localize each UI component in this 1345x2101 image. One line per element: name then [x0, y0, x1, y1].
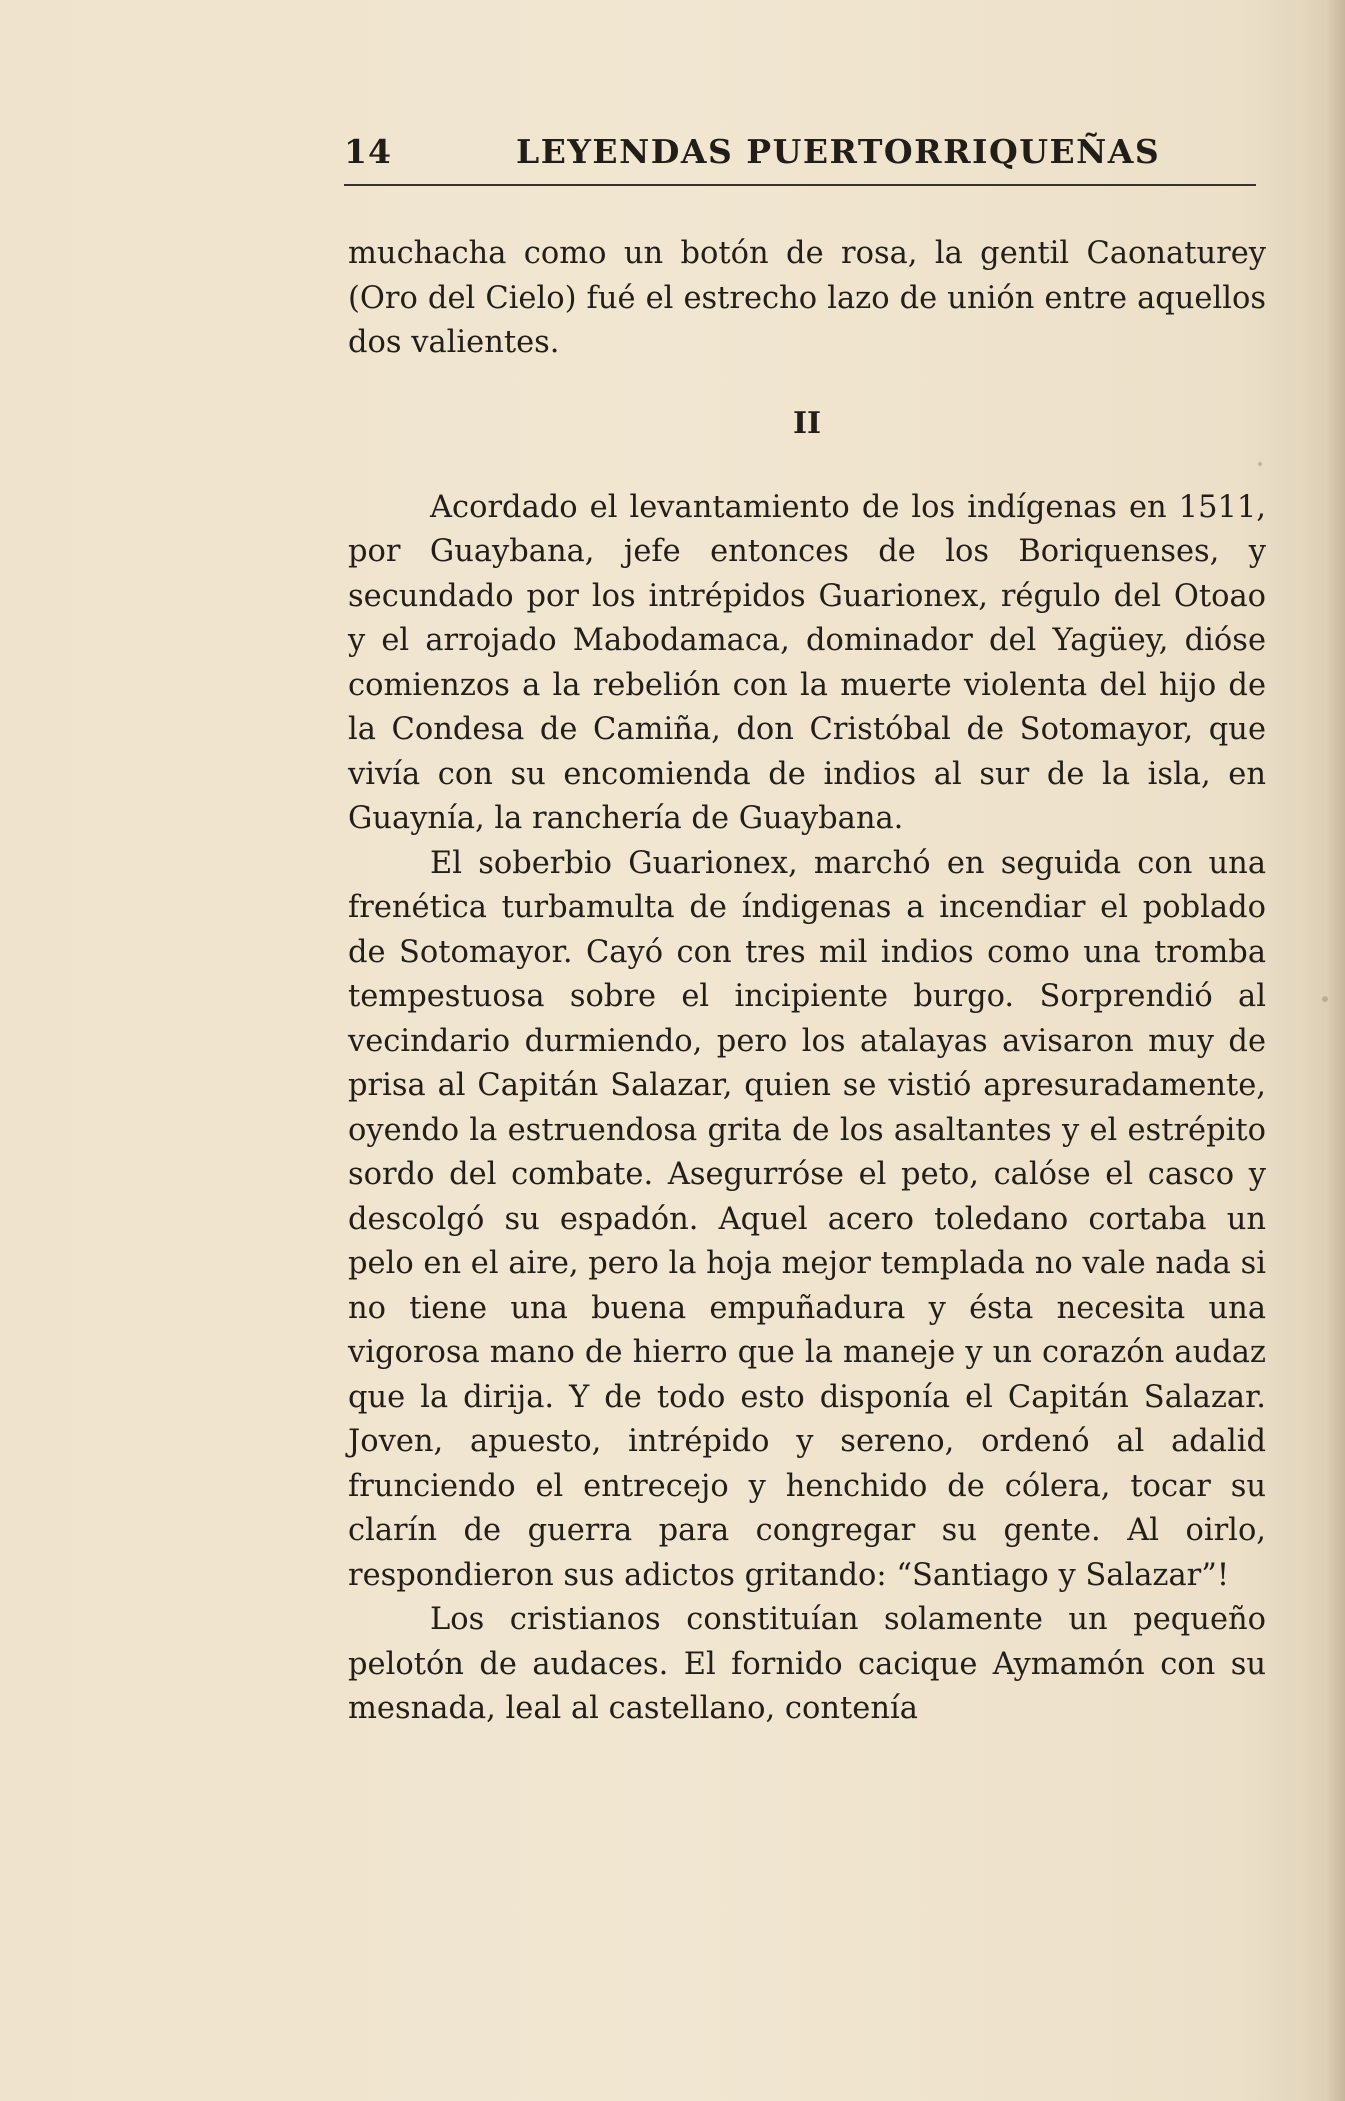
- page-header: [344, 128, 1264, 174]
- paragraph-2: Acordado el levantamiento de los indígenas en 1511, por Guaybana, jefe entonces de los Boriquenses, y secundado por los intrépidos Guarionex, régulo del Otoao y el arrojado Mabodamaca, dominador del Yagüey, dióse comienzos a la rebelión con la muerte violenta del hijo de la Condesa de Camiña, don Cristóbal de Sotomayor, que vivía con su encomienda de indios al sur de la isla, en Guaynía, la ranchería de Guaybana.: [348, 489, 1266, 836]
- running-title: LEYENDAS PUERTORRIQUEÑAS: [516, 132, 1161, 171]
- body-text: [348, 232, 1266, 1732]
- paragraph-4: Los cristianos constituían solamente un pequeño pelotón de audaces. El fornido cacique Aymamón con su mesnada, leal al castellano, contenía: [348, 1602, 1266, 1726]
- paper-speck: [1258, 462, 1262, 466]
- page-edge-shadow: [1327, 0, 1345, 2101]
- paper-speck: [1322, 996, 1328, 1002]
- page-number: 14: [344, 132, 392, 171]
- header-rule: [344, 184, 1256, 186]
- paragraph-1: muchacha como un botón de rosa, la gentil Caonaturey (Oro del Cielo) fué el estrecho lazo de unión entre aquellos dos valientes.: [348, 236, 1266, 360]
- section-heading: II: [792, 405, 822, 441]
- paragraph-3: El soberbio Guarionex, marchó en seguida con una frenética turbamulta de índigenas a incendiar el poblado de Sotomayor. Cayó con tres mil indios como una tromba tempestuosa sobre el incipiente burgo. Sorprendió al vecindario durmiendo, pero los atalayas avisaron muy de prisa al Capitán Salazar, quien se vistió apresuradamente, oyendo la estruendosa grita de los asaltantes y el estrépito sordo del combate. Asegurróse el peto, calóse el casco y descolgó su espadón. Aquel acero toledano cortaba un pelo en el aire, pero la hoja mejor templada no vale nada si no tiene una buena empuñadura y ésta necesita una vigorosa mano de hierro que la maneje y un corazón audaz que la dirija. Y de todo esto disponía el Capitán Salazar. Joven, apuesto, intrépido y sereno, ordenó al adalid frunciendo el entrecejo y henchido de cólera, tocar su clarín de guerra para congregar su gente. Al oirlo, respondieron sus adictos gritando: “Santiago y Salazar”!: [348, 845, 1266, 1593]
